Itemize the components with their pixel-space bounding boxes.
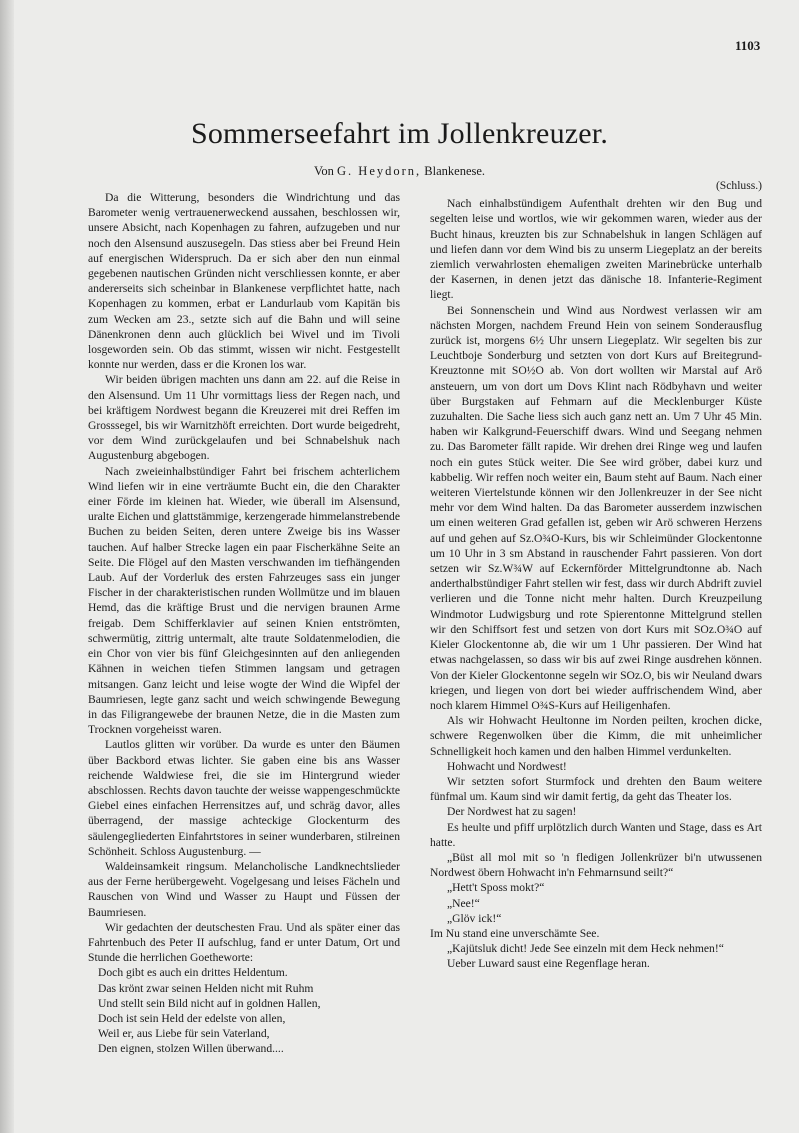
byline <box>0 164 799 179</box>
poem-line: Doch ist sein Held der edelste von allen, <box>98 1011 286 1025</box>
paragraph: Im Nu stand eine unverschämte See. <box>430 926 600 940</box>
paragraph: Bei Sonnenschein und Wind aus Nordwest verlassen wir am nächsten Morgen, nachdem Freund Hein von seinem Sonderausflug zurück ist, morgens 6½ Uhr unsern Liegeplatz. Wir segelten bis zur Leuchtboje Sonderburg und setzten von dort Kurs auf Breitegrund-Kreuztonne mit SO½O ab. Von dort wollten wir Marstal auf Arö ansteuern, um von dort um Dovs Klint nach Rödbyhavn und weiter über Burgstaken auf Fehmarn auf die Mecklenburger Küste zuzuhalten. Die Sache liess sich auch ganz nett an. Um 7 Uhr 45 Min. haben wir Kalkgrund-Feuerschiff dwars. Wind und Seegang nehmen zu. Das Barometer fällt rapide. Wir drehen drei Ringe weg und laufen noch ein gutes Stück weiter. Die See wird gröber, dabei kurz und kabbelig. Wir reffen noch weiter ein, Baum steht auf Baum. Nach einer weiteren Viertelstunde können wir den Jollenkreuzer in der See nicht mehr vor dem Wind halten. Da das Barometer ausserdem inzwischen um einen weiteren Grad gefallen ist, geben wir Arö schweren Herzens auf und gehen auf Sz.O¾O-Kurs, bis wir Schleimünder Glockentonne um 10 Uhr in 3 sm Abstand in rauschender Fahrt passieren. Von dort setzen wir Sz.W¾W auf Eckernförder Mittelgrundtonne ab. Nach anderthalbstündiger Fahrt stellen wir fest, dass wir durch Abdrift zuviel verlieren und die Tonne nicht mehr halten. Durch Kreuzpeilung Windmotor Ludwigsburg und rote Spierentonne Mittelgrund stellen wir den Schiffsort fest und setzen von dort Kurs mit SOz.O¾O auf Kieler Glockentonne ab, die wir um 1 Uhr passieren. Der Wind hat etwas nachgelassen, so dass wir bis auf zwei Ringe ausdrehen können. Von der Kieler Glockentonne segeln wir SOz.O, bis wir Neuland dwars kriegen, und liegen von dort bei wieder auffrischendem Wind, aber noch klarem Himmel O¾S-Kurs auf Heiligenhafen. <box>430 303 762 712</box>
byline-place: Blankenese. <box>424 164 486 178</box>
paragraph: Als wir Hohwacht Heultonne im Norden peilten, krochen dicke, schwere Regenwolken über die Kimm, die mit unheimlicher Schnelligkeit hoch kamen und den halben Himmel verdunkelten. <box>430 714 762 758</box>
paragraph: Wir beiden übrigen machten uns dann am 22. auf die Reise in den Alsensund. Um 11 Uhr vormittags liess der Regen nach, und bei kräftigem Nordwest begann die Kreuzerei mit drei Reffen im Grosssegel, bis wir Warnitzhöft erreichten. Dort wurde beigedreht, vor dem Wind zurückgelaufen und bei Schnabelshuk nach Augustenburg abgebogen. <box>88 373 400 463</box>
dialogue-line: „Kajütsluk dicht! Jede See einzeln mit dem Heck nehmen!“ <box>447 942 724 956</box>
paragraph: Es heulte und pfiff urplötzlich durch Wanten und Stage, dass es Art hatte. <box>430 820 762 849</box>
paragraph: Nach einhalbstündigem Aufenthalt drehten wir den Bug und segelten leise und wortlos, wie wir gekommen waren, wieder aus der Bucht hinaus, kreuzten bis zur Schnabelshuk in langen Schlägen auf und liefen dann vor dem Wind bis zu unserm Liegeplatz an der bereits ziemlich verwahrlosten ehemaligen zweiten Marinebrücke unterhalb der Kasernen, in denen jetzt das dänische 18. Infanterie-Regiment liegt. <box>430 197 762 302</box>
left-column <box>88 190 400 1057</box>
dialogue-line: „Büst all mol mit so 'n fledigen Jollenkrüzer bi'n utwussenen Nordwest öbern Hohwacht in'n Fehmarnsund seilt?“ <box>430 850 762 880</box>
poem-line: Weil er, aus Liebe für sein Vaterland, <box>98 1027 270 1041</box>
continuation-note: (Schluss.) <box>715 179 762 192</box>
goethe-poem <box>98 965 400 1056</box>
paragraph: Lautlos glitten wir vorüber. Da wurde es unter den Bäumen über Backbord etwas lichter. Sie gaben eine bis ans Wasser reichende Waldwiese frei, die sie im Hintergrund wieder abschlossen. Rechts davon tauchte der weisse wappengeschmückte Giebel eines einfachen Herrensitzes auf, und schräg davor, alles überragend, der massige achteckige Glockenturm des säulengegliederten Einfahrtstores in seiner wunderbaren, stilreinen Schönheit. Schloss Augustenburg. — <box>88 738 400 858</box>
poem-line: Doch gibt es auch ein drittes Heldentum. <box>98 966 288 980</box>
dialogue-line: „Nee!“ <box>447 896 480 910</box>
dialogue-line: „Glöv ick!“ <box>447 911 502 925</box>
page-number: 1103 <box>735 38 761 53</box>
right-column <box>430 178 762 972</box>
paragraph: Wir setzten sofort Sturmfock und drehten den Baum weitere fünfmal um. Kaum sind wir damit fertig, da geht das Theater los. <box>430 774 762 804</box>
dialogue-line: „Hett't Sposs mokt?“ <box>447 881 545 895</box>
poem-line: Das krönt zwar seinen Helden nicht mit Ruhm <box>98 981 314 995</box>
paragraph: Nach zweieinhalbstündiger Fahrt bei frischem achterlichem Wind liefen wir in eine verträumte Bucht ein, die den Charakter einer Förde im kleinen hat. Wieder, wie überall im Alsensund, uralte Eichen und glattstämmige, kerzengerade himmelanstrebende Buchen zu beiden Seiten, deren untere Zweige bis ins Wasser tauchen. Auf halber Strecke lagen ein paar Fischerkähne Seite an Seite. Die Flögel auf den Masten verschwanden im tiefhängenden Laub. Auf der Vorderluk des ersten Fahrzeuges sass ein junger Fischer in der charakteristischen runden Wollmütze und im blauen Hemd, das die kräftige Brust und die nervigen braunen Arme freigab. Dem Schifferklavier auf seinen Knien entströmten, schwermütig, zittrig untermalt, alte traute Soldatenmelodien, die ein Chor von vier bis fünf Gleichgesinnten auf den anliegenden Kähnen in weichen tiefen Stimmen langsam und getragen mitsangen. Ganz leicht und leise wogte der Wind die Wipfel der Baumriesen, legte ganz sacht und weich schwingende Bewegung in das Filigrangewebe der braunen Netze, die in die Masten zum Trocknen vorgeheisst waren. <box>88 464 400 737</box>
paragraph: Da die Witterung, besonders die Windrichtung und das Barometer wenig vertrauenerweckend aussahen, beschlossen wir, unsere Absicht, nach Kopenhagen zu fahren, aufzugeben und nur noch den Alsensund auszusegeln. Das stiess aber bei Freund Hein auf energischen Widerspruch. Da er sich aber den nun einmal gegebenen nautischen Gründen nicht verschliessen konnte, er aber andererseits sich scheinbar in Blankenese verpflichtet hatte, nach Kopenhagen zu kommen, erbat er Landurlaub vom Kapitän bis zum Wecken am 23., setzte sich auf die Bahn und will seine Dänenkronen denn auch glücklich bei Wivel und im Tivoli losgeworden sein. Ob das stimmt, wissen wir nicht. Festgestellt konnte nur werden, dass er die Kronen los war. <box>88 191 400 372</box>
paragraph: Der Nordwest hat zu sagen! <box>447 805 577 819</box>
paragraph: Wir gedachten der deutschesten Frau. Und als später einer das Fahrtenbuch des Peter II aufschlug, fand er unter Datum, Ort und Stunde die herrlichen Goetheworte: <box>88 920 400 965</box>
paragraph: Waldeinsamkeit ringsum. Melancholische Landknechtslieder aus der Ferne herübergeweht. Vogelgesang und leises Fächeln und Rauschen von Wind und Wasser zu Haupt und Füssen der Baumriesen. <box>88 859 400 919</box>
poem-line: Den eignen, stolzen Willen überwand.... <box>98 1042 284 1056</box>
paragraph: Ueber Luward saust eine Regenflage heran. <box>447 957 650 971</box>
article-title: Sommerseefahrt im Jollenkreuzer. <box>190 117 609 150</box>
poem-line: Und stellt sein Bild nicht auf in goldnen Hallen, <box>98 996 321 1010</box>
byline-author: G. Heydorn, <box>337 164 422 178</box>
byline-prefix: Von <box>313 164 334 178</box>
paragraph: Hohwacht und Nordwest! <box>447 759 567 773</box>
